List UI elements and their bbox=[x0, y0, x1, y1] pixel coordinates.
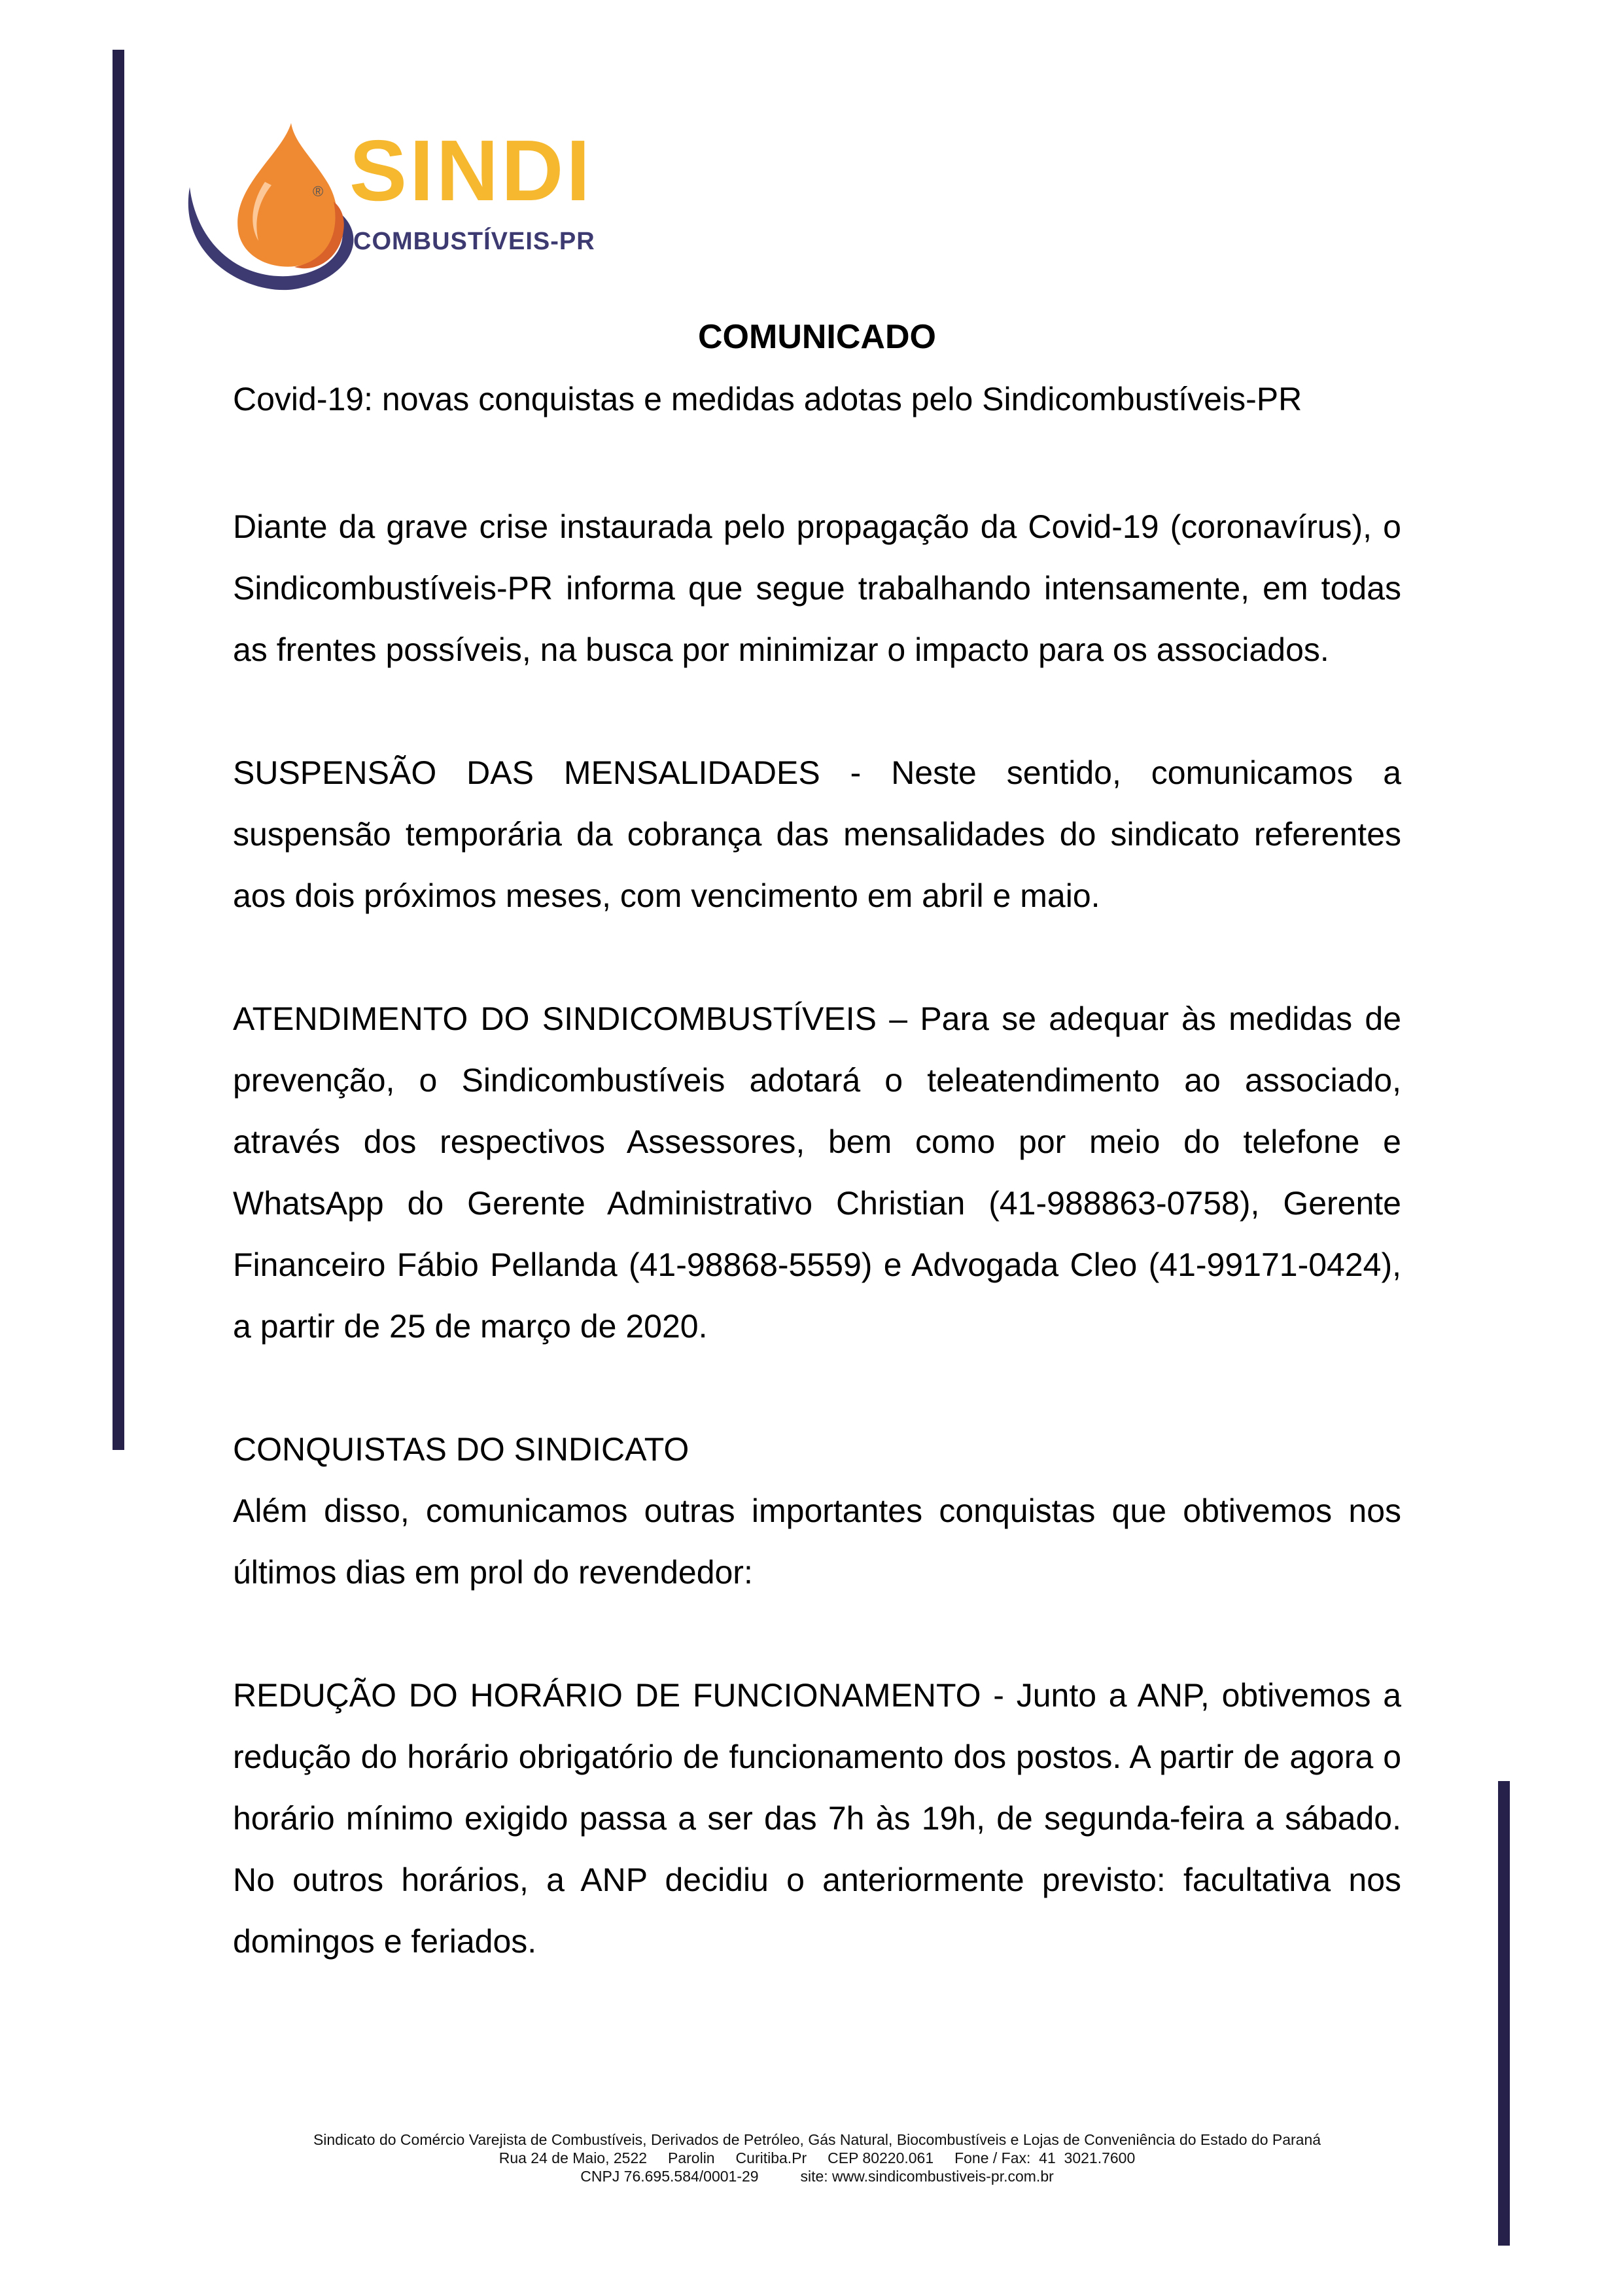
footer-line-organization: Sindicato do Comércio Varejista de Combustíveis, Derivados de Petróleo, Gás Natural, Biocombustíveis e Lojas de Conveniência do Estado do Paraná bbox=[313, 2131, 1321, 2148]
conquests-paragraph: Além disso, comunicamos outras importantes conquistas que obtivemos nos últimos dias em prol do revendedor: bbox=[233, 1492, 1401, 1591]
document-title: COMUNICADO bbox=[698, 318, 936, 356]
document-body bbox=[233, 496, 1401, 1972]
logo-wordmark: SINDI bbox=[349, 122, 593, 219]
hours-paragraph: REDUÇÃO DO HORÁRIO DE FUNCIONAMENTO - Junto a ANP, obtivemos a redução do horário obrigatório de funcionamento dos postos. A partir de agora o horário mínimo exigido passa a ser das 7h às 19h, de segunda-feira a sábado. No outros horários, a ANP decidiu o anteriormente previsto: facultativa nos domingos e feriados. bbox=[233, 1677, 1401, 1960]
right-accent-bar bbox=[1498, 1781, 1510, 2246]
document-subtitle: Covid-19: novas conquistas e medidas adotas pelo Sindicombustíveis-PR bbox=[233, 381, 1302, 417]
footer-line-cnpj: CNPJ 76.695.584/0001-29 site: www.sindicombustiveis-pr.com.br bbox=[580, 2168, 1054, 2185]
intro-paragraph: Diante da grave crise instaurada pelo propagação da Covid-19 (coronavírus), o Sindicombustíveis-PR informa que segue trabalhando intensamente, em todas as frentes possíveis, na busca por minimizar o impacto para os associados. bbox=[233, 508, 1401, 668]
conquests-heading: CONQUISTAS DO SINDICATO bbox=[233, 1431, 689, 1468]
service-paragraph: ATENDIMENTO DO SINDICOMBUSTÍVEIS – Para se adequar às medidas de prevenção, o Sindicombustíveis adotará o teleatendimento ao associado, através dos respectivos Assessores, bem como por meio do telefone e WhatsApp do Gerente Administrativo Christian (41-988863-0758), Gerente Financeiro Fábio Pellanda (41-98868-5559) e Advogada Cleo (41-99171-0424), a partir de 25 de março de 2020. bbox=[233, 1000, 1401, 1345]
suspension-paragraph: SUSPENSÃO DAS MENSALIDADES - Neste sentido, comunicamos a suspensão temporária da cobrança das mensalidades do sindicato referentes aos dois próximos meses, com vencimento em abril e maio. bbox=[233, 754, 1401, 914]
footer-line-address: Rua 24 de Maio, 2522 Parolin Curitiba.Pr CEP 80220.061 Fone / Fax: 41 3021.7600 bbox=[498, 2149, 1136, 2166]
logo-subtitle: COMBUSTÍVEIS-PR bbox=[353, 228, 595, 255]
footer bbox=[233, 2130, 1401, 2185]
left-accent-bar bbox=[113, 50, 124, 1450]
registered-mark: ® bbox=[313, 183, 324, 200]
